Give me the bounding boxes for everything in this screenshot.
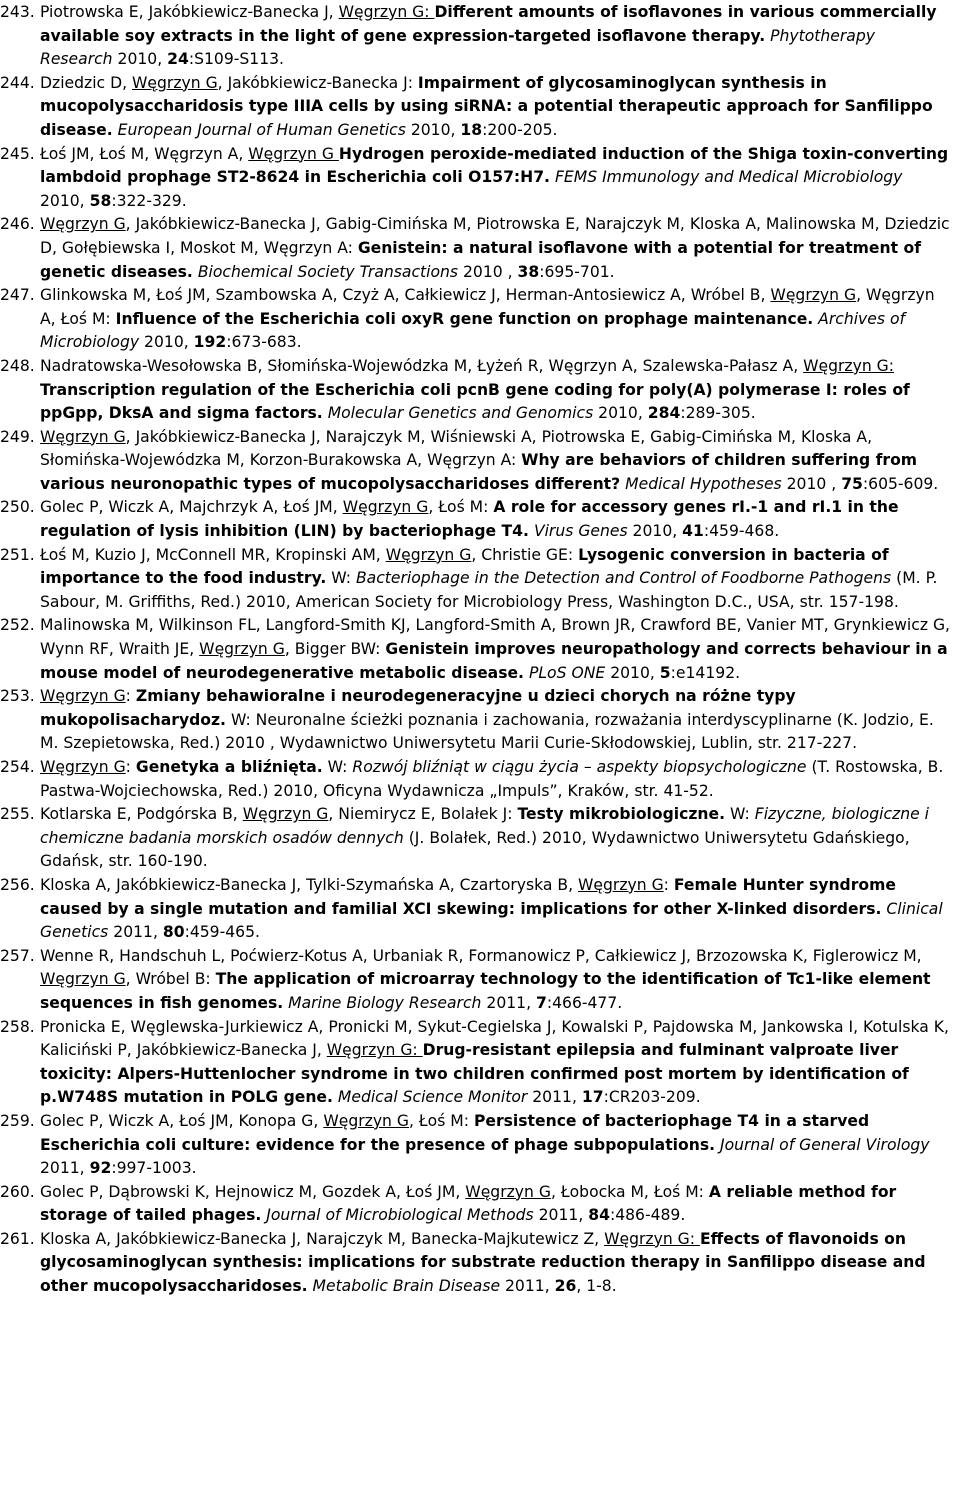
reference-text xyxy=(40,286,935,351)
reference-segment: :S109-S113. xyxy=(188,50,285,69)
reference-segment: :486-489. xyxy=(609,1206,686,1225)
reference-item xyxy=(0,544,950,615)
reference-item xyxy=(0,143,950,214)
reference-segment: W: Neuronalne ścieżki poznania i zachowania, rozważania interdyscyplinarne (K. Jodzio, E. M. Szepietowska, Red.) 2010 , Wydawnictwo Uniwersytetu Marii Curie-Skłodowskiej, Lublin, str. 217-227. xyxy=(40,710,934,753)
reference-segment: 2010 , xyxy=(458,262,518,281)
reference-title: Why are behaviors of children suffering from various neuronopathic types of mucopolysaccharidoses different? xyxy=(40,451,918,493)
reference-title: 92 xyxy=(89,1159,112,1178)
reference-author-highlight: Węgrzyn G xyxy=(40,970,126,989)
reference-segment: 2011, xyxy=(108,923,163,942)
reference-title: 58 xyxy=(89,191,112,210)
reference-text xyxy=(40,687,934,752)
reference-author-highlight: Węgrzyn G xyxy=(40,215,126,234)
reference-number: 244. xyxy=(0,73,35,92)
reference-number: 257. xyxy=(0,946,35,965)
reference-source: Rozwój bliźniąt w ciągu życia – aspekty biopsychologiczne xyxy=(352,758,807,776)
reference-source: European Journal of Human Genetics xyxy=(117,120,406,139)
reference-title: Genistein: a natural isoflavone with a potential for treatment of genetic diseases. xyxy=(40,238,921,281)
reference-segment: , Łoś M: xyxy=(408,1111,474,1130)
reference-list xyxy=(0,1,950,1299)
reference-title: The application of microarray technology to the identification of Tc1-like element sequences in fish genomes. xyxy=(40,970,931,1012)
reference-segment: , Jakóbkiewicz-Banecka J, Gabig-Cimińska M, Piotrowska E, Narajczyk M, Kloska A, Malinowska M, Dziedzic D, Gołębiewska I, Moskot M, Węgrzyn A: xyxy=(40,215,950,257)
reference-segment: :605-609. xyxy=(862,474,939,493)
reference-text xyxy=(40,3,937,68)
reference-segment: Golec P, Dąbrowski K, Hejnowicz M, Gozdek A, Łoś JM, xyxy=(40,1182,466,1201)
reference-title: Hydrogen peroxide-mediated induction of the Shiga toxin-converting lambdoid prophage ST2-8624 in Escherichia coli O157:H7. xyxy=(40,144,949,187)
reference-text xyxy=(40,357,910,422)
reference-segment: (T. Rostowska, B. Pastwa-Wojciechowska, Red.) 2010, Oficyna Wydawnicza „Impuls”, Kraków, str. 41-52. xyxy=(40,758,944,800)
reference-segment: Golec P, Wiczk A, Łoś JM, Konopa G, xyxy=(40,1111,324,1130)
reference-title: 75 xyxy=(841,474,863,493)
reference-title: 26 xyxy=(554,1277,577,1296)
reference-source: Phytotherapy Research xyxy=(40,26,875,69)
reference-text xyxy=(40,876,943,941)
reference-segment: : xyxy=(663,875,674,894)
reference-item xyxy=(0,1228,950,1299)
reference-text xyxy=(40,74,933,139)
reference-segment: , Christie GE: xyxy=(471,545,579,564)
reference-segment: 2010, xyxy=(40,191,90,210)
reference-author-highlight: Węgrzyn G xyxy=(465,1182,551,1201)
reference-number: 254. xyxy=(0,758,35,776)
reference-title: A role for accessory genes rI.-1 and rI.1 in the regulation of lysis inhibition (LIN) by bacteriophage T4. xyxy=(40,498,899,541)
reference-source: Journal of Microbiological Methods xyxy=(266,1206,534,1225)
reference-title: 18 xyxy=(460,120,483,139)
reference-segment: :673-683. xyxy=(226,333,302,352)
reference-author-highlight: Węgrzyn G xyxy=(40,427,126,446)
reference-number: 249. xyxy=(0,427,35,446)
reference-number: 255. xyxy=(0,805,35,824)
reference-segment: Wenne R, Handschuh L, Poćwierz-Kotus A, Urbaniak R, Formanowicz P, Całkiewicz J, Brzozowska K, Figlerowicz M, xyxy=(40,946,922,965)
reference-text xyxy=(40,1112,930,1177)
reference-number: 258. xyxy=(0,1017,35,1036)
reference-segment: , Węgrzyn A, Łoś M: xyxy=(40,286,935,328)
reference-segment: Dziedzic D, xyxy=(40,73,132,92)
reference-item xyxy=(0,1110,950,1181)
reference-author-highlight: Węgrzyn G xyxy=(132,73,218,92)
reference-author-highlight: Węgrzyn G xyxy=(385,545,472,564)
reference-segment: :200-205. xyxy=(482,120,558,139)
reference-author-highlight: Węgrzyn G xyxy=(199,640,285,659)
reference-title: Drug-resistant epilepsia and fulminant valproate liver toxicity: Alpers-Huttenlocher syndrome in two children confirmed post mortem by identification of p.W748S mutation in POLG gene. xyxy=(40,1041,909,1107)
reference-title: Lysogenic conversion in bacteria of importance to the food industry. xyxy=(40,545,889,588)
reference-segment: 2011, xyxy=(527,1088,582,1107)
reference-text xyxy=(40,805,929,870)
reference-segment: 2010, xyxy=(405,120,461,139)
reference-source: FEMS Immunology and Medical Microbiology xyxy=(554,168,903,187)
reference-segment: Nadratowska-Wesołowska B, Słomińska-Wojewódzka M, Łyżeń R, Węgrzyn A, Szalewska-Pałasz A, xyxy=(40,356,804,375)
reference-item xyxy=(0,284,950,355)
reference-segment: Piotrowska E, Jakóbkiewicz-Banecka J, xyxy=(40,3,339,21)
reference-number: 250. xyxy=(0,498,35,517)
reference-item xyxy=(0,874,950,945)
reference-source: Fizyczne, biologiczne i chemiczne badania morskich osadów dennych xyxy=(40,805,929,847)
reference-number: 256. xyxy=(0,875,35,894)
reference-segment: Pronicka E, Węglewska-Jurkiewicz A, Pronicki M, Sykut-Cegielska J, Kowalski P, Pajdowska M, Jankowska I, Kotulska K, Kaliciński P, Jakóbkiewicz-Banecka J, xyxy=(40,1017,949,1060)
reference-number: 253. xyxy=(0,687,35,706)
reference-segment: 2011, xyxy=(40,1159,90,1178)
reference-segment: Kloska A, Jakóbkiewicz-Banecka J, Tylki-Szymańska A, Czartoryska B, xyxy=(40,875,578,894)
reference-title: Transcription regulation of the Escherichia coli pcnB gene coding for poly(A) polymerase I: roles of ppGpp, DksA and sigma factors. xyxy=(40,380,910,423)
reference-title: 7 xyxy=(536,993,547,1012)
reference-text xyxy=(40,215,950,280)
reference-segment: , Łobocka M, Łoś M: xyxy=(550,1182,709,1201)
reference-author-highlight: Węgrzyn G xyxy=(323,1111,409,1130)
reference-segment: Golec P, Wiczk A, Majchrzyk A, Łoś JM, xyxy=(40,498,343,517)
reference-segment: :e14192. xyxy=(670,663,741,682)
reference-segment: :695-701. xyxy=(539,262,615,281)
reference-text xyxy=(40,758,943,800)
reference-segment: 2011, xyxy=(481,993,536,1012)
reference-item xyxy=(0,213,950,284)
reference-segment: 2010, xyxy=(627,522,683,541)
reference-segment: 2010 , xyxy=(781,474,842,493)
reference-source: Archives of Microbiology xyxy=(40,309,905,352)
reference-segment: W: xyxy=(322,758,353,776)
reference-segment: : xyxy=(125,758,136,776)
reference-source: Medical Hypotheses xyxy=(625,474,782,493)
reference-segment: (M. P. Sabour, M. Griffiths, Red.) 2010, American Society for Microbiology Press, Washington D.C., USA, str. 157-198. xyxy=(40,569,938,611)
reference-title: 5 xyxy=(659,663,671,682)
reference-author-highlight: Węgrzyn G xyxy=(770,286,857,305)
reference-item xyxy=(0,496,950,543)
reference-number: 246. xyxy=(0,215,35,234)
reference-source: Biochemical Society Transactions xyxy=(197,262,459,281)
reference-segment: 2010, xyxy=(593,404,648,423)
reference-title: 17 xyxy=(581,1088,604,1107)
reference-segment: : xyxy=(125,687,136,706)
reference-text xyxy=(40,1230,926,1295)
reference-segment: :459-468. xyxy=(703,522,780,541)
reference-segment: :CR203-209. xyxy=(603,1088,701,1107)
reference-title: 84 xyxy=(588,1206,610,1225)
reference-number: 252. xyxy=(0,616,35,635)
reference-text xyxy=(40,1183,896,1225)
reference-segment: , Jakóbkiewicz-Banecka J, Narajczyk M, Wiśniewski A, Piotrowska E, Gabig-Cimińska M, Kloska A, Słomińska-Wojewódzka M, Korzon-Burakowska A, Węgrzyn A: xyxy=(40,427,873,470)
reference-title: Different amounts of isoflavones in various commercially available soy extracts in the light of gene expression-targeted isoflavone therapy. xyxy=(40,3,937,45)
reference-title: 192 xyxy=(193,333,227,352)
reference-source: Virus Genes xyxy=(533,522,628,541)
reference-segment: , Łoś M: xyxy=(428,498,494,517)
reference-text xyxy=(40,498,899,540)
reference-number: 261. xyxy=(0,1229,35,1248)
reference-segment: , 1-8. xyxy=(576,1277,617,1296)
reference-segment: , Niemirycz E, Bolałek J: xyxy=(328,805,518,824)
reference-segment: Kotlarska E, Podgórska B, xyxy=(40,805,243,824)
reference-item xyxy=(0,1181,950,1228)
reference-segment: 2010, xyxy=(139,333,194,352)
reference-title: Genistein improves neuropathology and corrects behaviour in a mouse model of neurodegenerative metabolic disease. xyxy=(40,640,948,682)
reference-text xyxy=(40,428,938,493)
reference-title: 24 xyxy=(167,50,189,69)
reference-segment: W: xyxy=(725,805,755,824)
reference-segment: :289-305. xyxy=(680,404,756,423)
reference-item xyxy=(0,803,950,874)
reference-segment: :322-329. xyxy=(111,191,187,210)
reference-source: Metabolic Brain Disease xyxy=(312,1277,501,1296)
reference-segment: :466-477. xyxy=(546,993,623,1012)
reference-author-highlight: Węgrzyn G xyxy=(242,805,329,824)
reference-number: 245. xyxy=(0,144,35,163)
reference-item xyxy=(0,1,950,72)
reference-source: Bacteriophage in the Detection and Control of Foodborne Pathogens xyxy=(355,569,892,588)
reference-author-highlight: Węgrzyn G xyxy=(40,758,126,776)
reference-item xyxy=(0,945,950,1016)
reference-author-highlight: Węgrzyn G xyxy=(342,498,429,517)
reference-title: Female Hunter syndrome caused by a single mutation and familial XCI skewing: implications for other X-linked disorders. xyxy=(40,875,896,918)
reference-author-highlight: Węgrzyn G: xyxy=(338,3,435,21)
reference-item xyxy=(0,685,950,756)
reference-title: Testy mikrobiologiczne. xyxy=(517,805,726,824)
reference-segment: :997-1003. xyxy=(111,1159,197,1178)
reference-text xyxy=(40,546,938,611)
reference-title: Zmiany behawioralne i neurodegeneracyjne u dzieci chorych na różne typy mukopolisacharydoz. xyxy=(40,687,796,729)
reference-title: 80 xyxy=(162,923,185,942)
reference-segment: W: xyxy=(326,569,356,588)
reference-text xyxy=(40,947,931,1012)
reference-title: A reliable method for storage of tailed phages. xyxy=(40,1182,897,1225)
reference-number: 248. xyxy=(0,356,35,375)
reference-segment: Glinkowska M, Łoś JM, Szambowska A, Czyż A, Całkiewicz J, Herman-Antosiewicz A, Wróbel B, xyxy=(40,286,771,305)
reference-author-highlight: Węgrzyn G xyxy=(578,875,664,894)
reference-number: 243. xyxy=(0,3,35,21)
reference-source: Marine Biology Research xyxy=(288,993,482,1012)
reference-title: Persistence of bacteriophage T4 in a starved Escherichia coli culture: evidence for the presence of phage subpopulations. xyxy=(40,1111,870,1154)
reference-segment: , Jakóbkiewicz-Banecka J: xyxy=(217,73,418,92)
reference-title: Genetyka a bliźnięta. xyxy=(135,758,323,776)
reference-source: Journal of General Virology xyxy=(720,1135,930,1154)
reference-number: 247. xyxy=(0,286,35,305)
reference-title: Influence of the Escherichia coli oxyR gene function on prophage maintenance. xyxy=(115,309,814,328)
reference-segment: :459-465. xyxy=(184,923,260,942)
reference-number: 260. xyxy=(0,1182,35,1201)
reference-title: 41 xyxy=(682,522,704,541)
reference-source: Molecular Genetics and Genomics xyxy=(327,404,594,423)
reference-item xyxy=(0,355,950,426)
reference-segment: 2011, xyxy=(533,1206,589,1225)
reference-title: 284 xyxy=(647,404,681,423)
reference-segment: , Wróbel B: xyxy=(125,970,216,989)
reference-item xyxy=(0,1016,950,1110)
reference-segment: Malinowska M, Wilkinson FL, Langford-Smith KJ, Langford-Smith A, Brown JR, Crawford BE, Vanier MT, Grynkiewicz G, Wynn RF, Wraith JE, xyxy=(40,616,951,659)
reference-segment: 2010, xyxy=(112,50,168,69)
reference-segment: Kloska A, Jakóbkiewicz-Banecka J, Narajczyk M, Banecka-Majkutewicz Z, xyxy=(40,1229,605,1248)
reference-title: 38 xyxy=(517,262,540,281)
reference-author-highlight: Węgrzyn G: xyxy=(803,356,895,375)
reference-source: PLoS ONE xyxy=(528,663,606,682)
reference-item xyxy=(0,72,950,143)
reference-author-highlight: Węgrzyn G: xyxy=(326,1041,423,1060)
reference-segment: 2011, xyxy=(500,1277,555,1296)
reference-text xyxy=(40,145,948,210)
reference-source: Medical Science Monitor xyxy=(337,1088,528,1107)
reference-segment: , Bigger BW: xyxy=(284,640,386,659)
reference-author-highlight: Węgrzyn G: xyxy=(604,1229,700,1248)
reference-number: 251. xyxy=(0,545,35,564)
reference-title: Effects of flavonoids on glycosaminoglycan synthesis: implications for substrate reduction therapy in Sanfilippo disease and other mucopolysaccharidoses. xyxy=(40,1229,926,1296)
reference-text xyxy=(40,616,950,681)
reference-item xyxy=(0,756,950,803)
reference-segment: Łoś JM, Łoś M, Węgrzyn A, xyxy=(40,144,249,163)
reference-source: Clinical Genetics xyxy=(40,899,943,942)
reference-title: Impairment of glycosaminoglycan synthesis in mucopolysaccharidosis type IIIA cells by using siRNA: a potential therapeutic approach for Sanfilippo disease. xyxy=(40,73,933,139)
reference-item xyxy=(0,426,950,497)
reference-author-highlight: Węgrzyn G xyxy=(248,144,339,163)
reference-number: 259. xyxy=(0,1111,35,1130)
reference-author-highlight: Węgrzyn G xyxy=(40,687,126,706)
reference-segment: (J. Bolałek, Red.) 2010, Wydawnictwo Uniwersytetu Gdańskiego, Gdańsk, str. 160-190. xyxy=(40,828,910,871)
reference-segment: Łoś M, Kuzio J, McConnell MR, Kropinski AM, xyxy=(40,545,386,564)
reference-text xyxy=(40,1018,949,1107)
reference-segment: 2010, xyxy=(605,663,660,682)
reference-item xyxy=(0,614,950,685)
